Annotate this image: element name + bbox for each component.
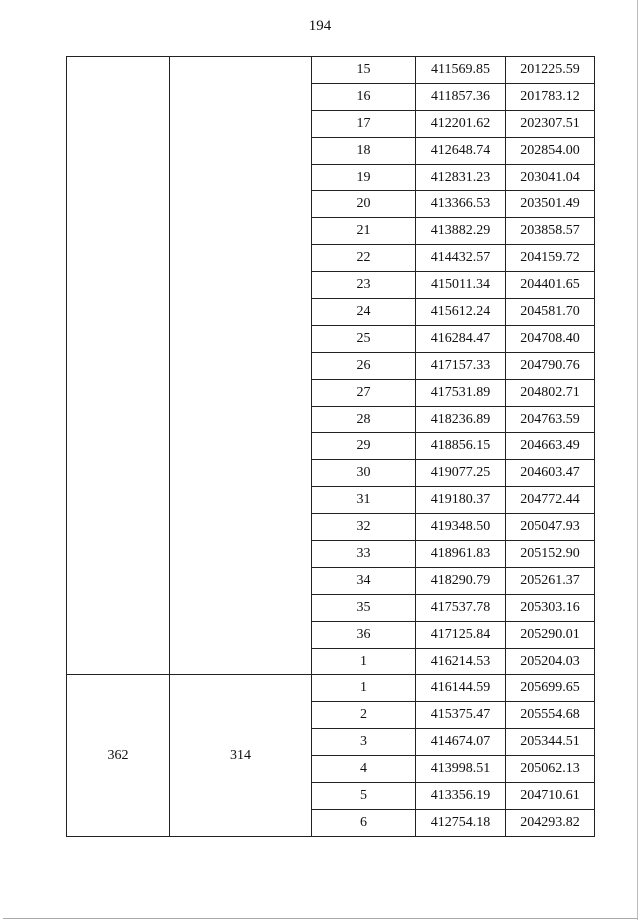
parcel-code-cell [170, 57, 312, 675]
scan-edge-bottom [3, 918, 637, 919]
x-coordinate-cell: 412648.74 [416, 137, 506, 164]
x-coordinate-cell: 419348.50 [416, 514, 506, 541]
point-number-cell: 21 [312, 218, 416, 245]
y-coordinate-cell: 204710.61 [506, 783, 595, 810]
region-code-cell: 362 [67, 675, 170, 836]
parcel-code-cell: 314 [170, 675, 312, 836]
region-code-cell [67, 57, 170, 675]
x-coordinate-cell: 416144.59 [416, 675, 506, 702]
point-number-cell: 16 [312, 83, 416, 110]
table-row [67, 57, 595, 84]
y-coordinate-cell: 204708.40 [506, 325, 595, 352]
x-coordinate-cell: 412754.18 [416, 809, 506, 836]
y-coordinate-cell: 205290.01 [506, 621, 595, 648]
point-number-cell: 20 [312, 191, 416, 218]
x-coordinate-cell: 418961.83 [416, 541, 506, 568]
point-number-cell: 1 [312, 648, 416, 675]
y-coordinate-cell: 205261.37 [506, 567, 595, 594]
scan-edge-right [637, 0, 638, 920]
x-coordinate-cell: 419180.37 [416, 487, 506, 514]
point-number-cell: 17 [312, 110, 416, 137]
y-coordinate-cell: 201225.59 [506, 57, 595, 84]
point-number-cell: 27 [312, 379, 416, 406]
y-coordinate-cell: 205204.03 [506, 648, 595, 675]
page-number: 194 [308, 18, 332, 34]
x-coordinate-cell: 419077.25 [416, 460, 506, 487]
point-number-cell: 18 [312, 137, 416, 164]
x-coordinate-cell: 417157.33 [416, 352, 506, 379]
x-coordinate-cell: 413998.51 [416, 756, 506, 783]
point-number-cell: 15 [312, 57, 416, 84]
y-coordinate-cell: 204159.72 [506, 245, 595, 272]
y-coordinate-cell: 204581.70 [506, 299, 595, 326]
x-coordinate-cell: 413356.19 [416, 783, 506, 810]
x-coordinate-cell: 416284.47 [416, 325, 506, 352]
x-coordinate-cell: 414674.07 [416, 729, 506, 756]
point-number-cell: 2 [312, 702, 416, 729]
x-coordinate-cell: 412201.62 [416, 110, 506, 137]
y-coordinate-cell: 205047.93 [506, 514, 595, 541]
y-coordinate-cell: 204763.59 [506, 406, 595, 433]
point-number-cell: 24 [312, 299, 416, 326]
y-coordinate-cell: 204802.71 [506, 379, 595, 406]
table-row [67, 675, 595, 702]
y-coordinate-cell: 205344.51 [506, 729, 595, 756]
point-number-cell: 4 [312, 756, 416, 783]
y-coordinate-cell: 204663.49 [506, 433, 595, 460]
x-coordinate-cell: 413366.53 [416, 191, 506, 218]
point-number-cell: 32 [312, 514, 416, 541]
point-number-cell: 31 [312, 487, 416, 514]
point-number-cell: 25 [312, 325, 416, 352]
y-coordinate-cell: 205554.68 [506, 702, 595, 729]
point-number-cell: 28 [312, 406, 416, 433]
x-coordinate-cell: 411857.36 [416, 83, 506, 110]
point-number-cell: 1 [312, 675, 416, 702]
point-number-cell: 22 [312, 245, 416, 272]
x-coordinate-cell: 418856.15 [416, 433, 506, 460]
y-coordinate-cell: 205699.65 [506, 675, 595, 702]
point-number-cell: 34 [312, 567, 416, 594]
x-coordinate-cell: 413882.29 [416, 218, 506, 245]
x-coordinate-cell: 417125.84 [416, 621, 506, 648]
y-coordinate-cell: 205062.13 [506, 756, 595, 783]
x-coordinate-cell: 418236.89 [416, 406, 506, 433]
point-number-cell: 3 [312, 729, 416, 756]
y-coordinate-cell: 202307.51 [506, 110, 595, 137]
x-coordinate-cell: 411569.85 [416, 57, 506, 84]
x-coordinate-cell: 415375.47 [416, 702, 506, 729]
coordinates-table [66, 56, 595, 837]
x-coordinate-cell: 415011.34 [416, 272, 506, 299]
point-number-cell: 23 [312, 272, 416, 299]
point-number-cell: 35 [312, 594, 416, 621]
x-coordinate-cell: 417537.78 [416, 594, 506, 621]
y-coordinate-cell: 204772.44 [506, 487, 595, 514]
y-coordinate-cell: 204293.82 [506, 809, 595, 836]
y-coordinate-cell: 203858.57 [506, 218, 595, 245]
point-number-cell: 5 [312, 783, 416, 810]
x-coordinate-cell: 416214.53 [416, 648, 506, 675]
point-number-cell: 26 [312, 352, 416, 379]
y-coordinate-cell: 205152.90 [506, 541, 595, 568]
y-coordinate-cell: 204790.76 [506, 352, 595, 379]
y-coordinate-cell: 203041.04 [506, 164, 595, 191]
y-coordinate-cell: 202854.00 [506, 137, 595, 164]
y-coordinate-cell: 203501.49 [506, 191, 595, 218]
x-coordinate-cell: 418290.79 [416, 567, 506, 594]
point-number-cell: 30 [312, 460, 416, 487]
x-coordinate-cell: 417531.89 [416, 379, 506, 406]
point-number-cell: 19 [312, 164, 416, 191]
point-number-cell: 33 [312, 541, 416, 568]
y-coordinate-cell: 204401.65 [506, 272, 595, 299]
point-number-cell: 6 [312, 809, 416, 836]
coordinates-table-body [67, 57, 595, 837]
point-number-cell: 29 [312, 433, 416, 460]
x-coordinate-cell: 412831.23 [416, 164, 506, 191]
y-coordinate-cell: 204603.47 [506, 460, 595, 487]
x-coordinate-cell: 415612.24 [416, 299, 506, 326]
point-number-cell: 36 [312, 621, 416, 648]
y-coordinate-cell: 205303.16 [506, 594, 595, 621]
y-coordinate-cell: 201783.12 [506, 83, 595, 110]
x-coordinate-cell: 414432.57 [416, 245, 506, 272]
